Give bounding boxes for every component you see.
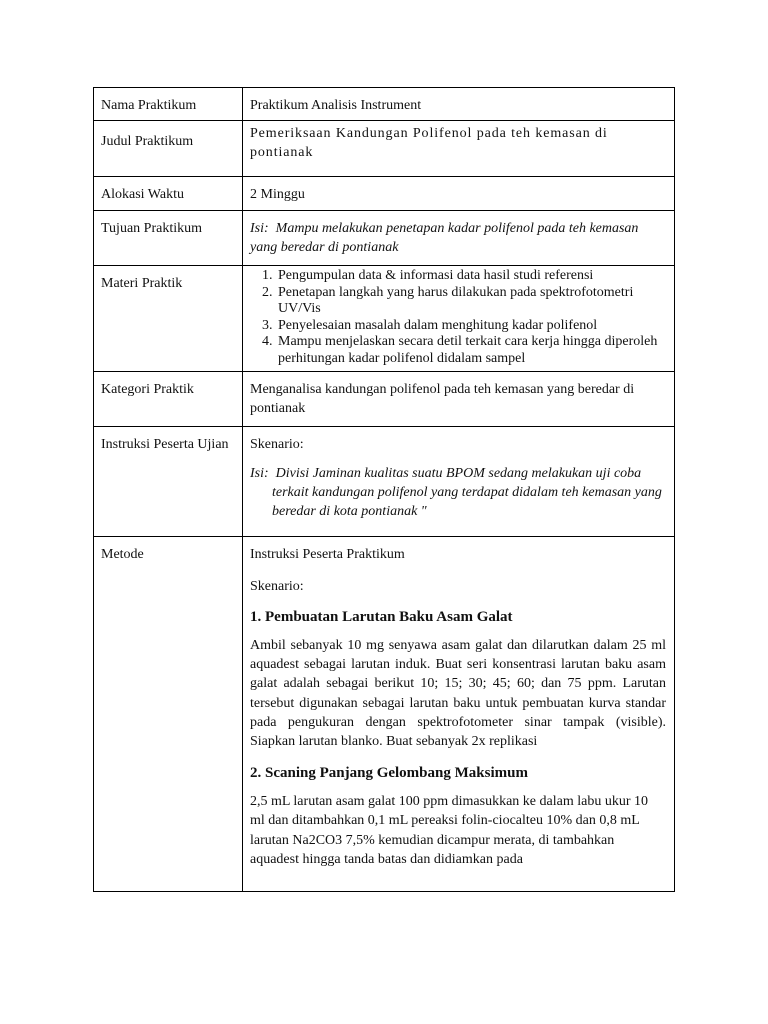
row-kategori-praktik [94,372,675,427]
tujuan-text: Mampu melakukan penetapan kadar polifenol pada teh kemasan yang beredar di pontianak [250,221,639,255]
instruksi-content [243,427,674,521]
section-2-title: 2. Scaning Panjang Gelombang Maksimum [250,765,528,782]
value-kategori-praktik: Menganalisa kandungan polifenol pada teh kemasan yang beredar di pontianak [250,382,635,416]
section-1-title: 1. Pembuatan Larutan Baku Asam Galat [250,609,513,625]
value-cell [243,121,675,177]
value-judul-praktikum: Pemeriksaan Kandungan Polifenol pada teh kemasan di pontianak [250,126,608,160]
value-alokasi-waktu: 2 Minggu [250,187,305,202]
isi-prefix: Isi [250,221,264,236]
row-instruksi-peserta [94,427,675,537]
list-item: 4. Mampu menjelaskan secara detil terkait cara kerja hingga diperoleh perhitungan kadar polifenol didalam sampel [276,334,674,367]
practicum-table [93,87,675,892]
label-nama-praktikum: Nama Praktikum [101,98,197,113]
metode-skenario: Skenario: [250,579,304,594]
label-cell [94,121,243,177]
metode-content [243,537,674,869]
row-materi-praktik [94,266,675,372]
list-item: 2. Penetapan langkah yang harus dilakukan pada spektrofotometri UV/Vis [276,285,674,318]
label-kategori-praktik: Kategori Praktik [101,382,194,397]
value-tujuan-praktikum: Isi: Mampu melakukan penetapan kadar polifenol pada teh kemasan yang beredar di pontianak [250,221,639,255]
value-nama-praktikum: Praktikum Analisis Instrument [250,98,422,113]
label-alokasi-waktu: Alokasi Waktu [101,187,184,202]
label-cell [94,537,243,892]
instruksi-skenario: Skenario: [250,437,304,452]
row-tujuan-praktikum [94,211,675,266]
isi-prefix: Isi [250,466,264,481]
list-item: 1. Pengumpulan data & informasi data hasil studi referensi [276,268,674,285]
section-2-text: 2,5 mL larutan asam galat 100 ppm dimasukkan ke dalam labu ukur 10 ml dan ditambahkan 0,1 mL pereaksi folin-ciocalteu 10% dan 0,8 mL larutan Na2CO3 7,5% kemudian dicampur merata, di tambahkan aquadest hingga tanda batas dan didiamkan pada [250,794,648,867]
instruksi-isi: Isi: Divisi Jaminan kualitas suatu BPOM sedang melakukan uji coba terkait kandungan polifenol yang terdapat didalam teh kemasan yang beredar di kota pontianak " [250,466,662,519]
value-cell [243,88,675,121]
label-instruksi-peserta: Instruksi Peserta Ujian [101,437,229,452]
list-item: 3. Penyelesaian masalah dalam menghitung kadar polifenol [276,318,674,335]
value-cell [243,372,675,427]
metode-intro: Instruksi Peserta Praktikum [250,547,405,562]
label-tujuan-praktikum: Tujuan Praktikum [101,221,202,236]
value-cell [243,537,675,892]
label-metode: Metode [101,547,144,562]
section-1-text: Ambil sebanyak 10 mg senyawa asam galat dan dilarutkan dalam 25 ml aquadest sebagai larutan induk. Buat seri konsentrasi larutan baku asam galat adalah sebagai berikut 10; 15; 30; 45; 60; dan 75 ppm. Larutan tersebut digunakan sebagai larutan baku untuk pembuatan kurva standar pada pengukuran dengan spektrofotometer sinar tampak (visible). Siapkan larutan blanko. Buat sebanyak 2x replikasi [250,638,666,750]
label-judul-praktikum: Judul Praktikum [101,134,194,149]
value-cell [243,211,675,266]
label-cell [94,211,243,266]
row-judul-praktikum [94,121,675,177]
instruksi-text: Divisi Jaminan kualitas suatu BPOM sedang melakukan uji coba terkait kandungan polifenol yang terdapat didalam teh kemasan yang beredar di kota pontianak " [272,466,662,519]
row-nama-praktikum [94,88,675,121]
label-cell [94,88,243,121]
row-metode [94,537,675,892]
label-cell [94,427,243,537]
row-alokasi-waktu [94,177,675,211]
materi-list [243,266,674,368]
label-cell [94,266,243,372]
label-cell [94,372,243,427]
value-cell [243,266,675,372]
label-cell [94,177,243,211]
value-cell [243,427,675,537]
label-materi-praktik: Materi Praktik [101,276,183,291]
value-cell [243,177,675,211]
